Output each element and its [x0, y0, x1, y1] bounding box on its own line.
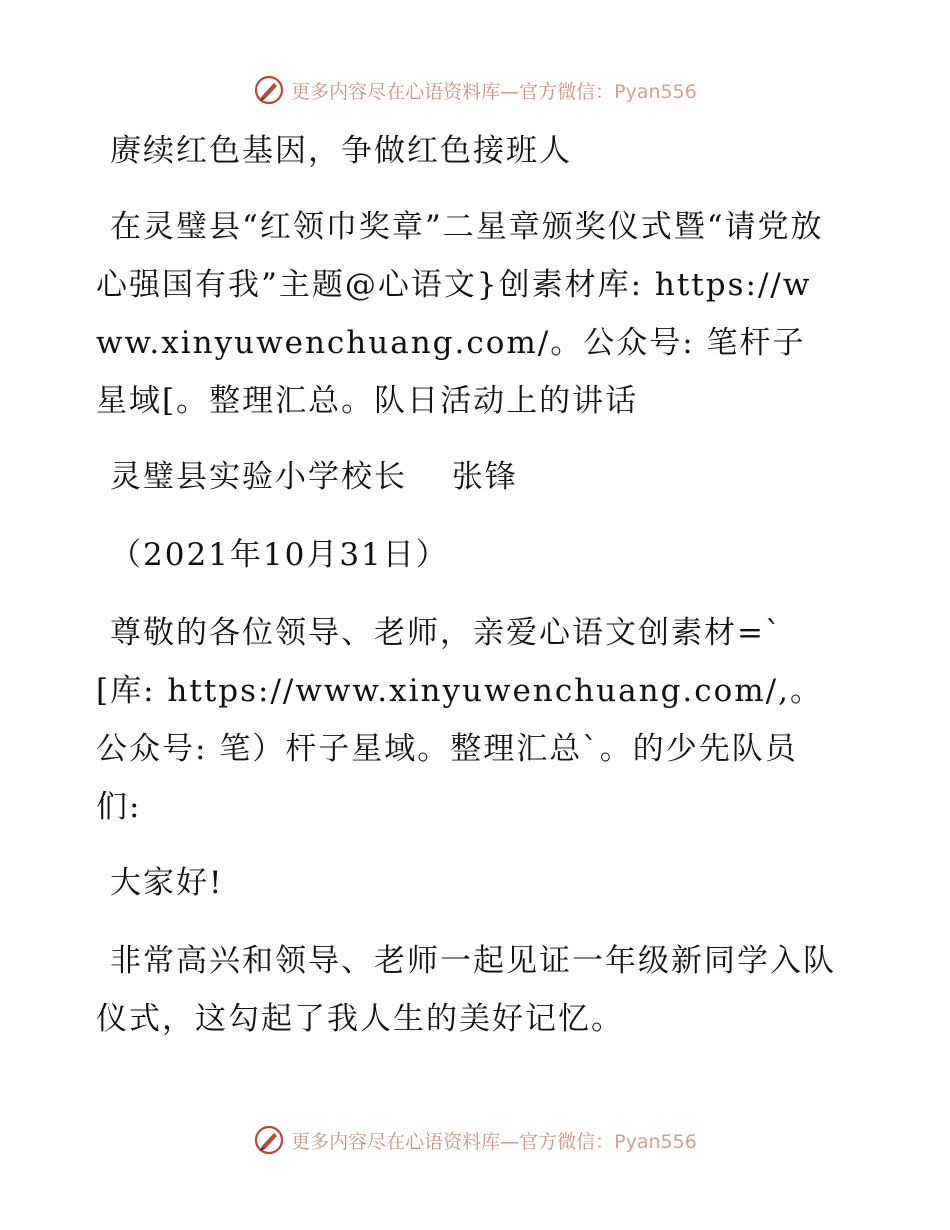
paragraph-event: 在灵璧县“红领巾奖章”二星章颁奖仪式暨“请党放心强国有我”主题@心语文}创素材库: https://www.xinyuwenchuang.com/。公众号: 笔杆子星域[。整理汇总。队日活动上的讲话: [96, 209, 824, 419]
paragraph-salutation: 尊敬的各位领导、老师，亲爱心语文创素材=`[库: https://www.xinyuwenchuang.com/,。公众号: 笔）杆子星域。整理汇总`。的少先队员们:: [96, 615, 823, 825]
watermark-text: [291, 1127, 697, 1154]
watermark-wechat-id: Pyan556: [614, 80, 697, 103]
pen-seal-icon: [253, 74, 285, 106]
watermark-wechat-id: Pyan556: [614, 1130, 697, 1153]
watermark-label: 更多内容尽在心语资料库—官方微信：: [291, 1130, 615, 1153]
paragraph-date: （2021年10月31日）: [110, 537, 449, 573]
paragraph-speaker: 灵璧县实验小学校长 张锋: [110, 459, 518, 495]
document-title: 赓续红色基因，争做红色接班人: [110, 133, 572, 169]
paragraph-greeting: 大家好!: [110, 865, 224, 901]
pen-seal-icon: [253, 1124, 285, 1156]
footer-watermark: [0, 1120, 950, 1160]
document-body: [96, 122, 836, 1066]
watermark-label: 更多内容尽在心语资料库—官方微信：: [291, 80, 615, 103]
paragraph-body: 非常高兴和领导、老师一起见证一年级新同学入队仪式，这勾起了我人生的美好记忆。: [96, 943, 836, 1037]
watermark-text: [291, 77, 697, 104]
header-watermark: [0, 70, 950, 110]
